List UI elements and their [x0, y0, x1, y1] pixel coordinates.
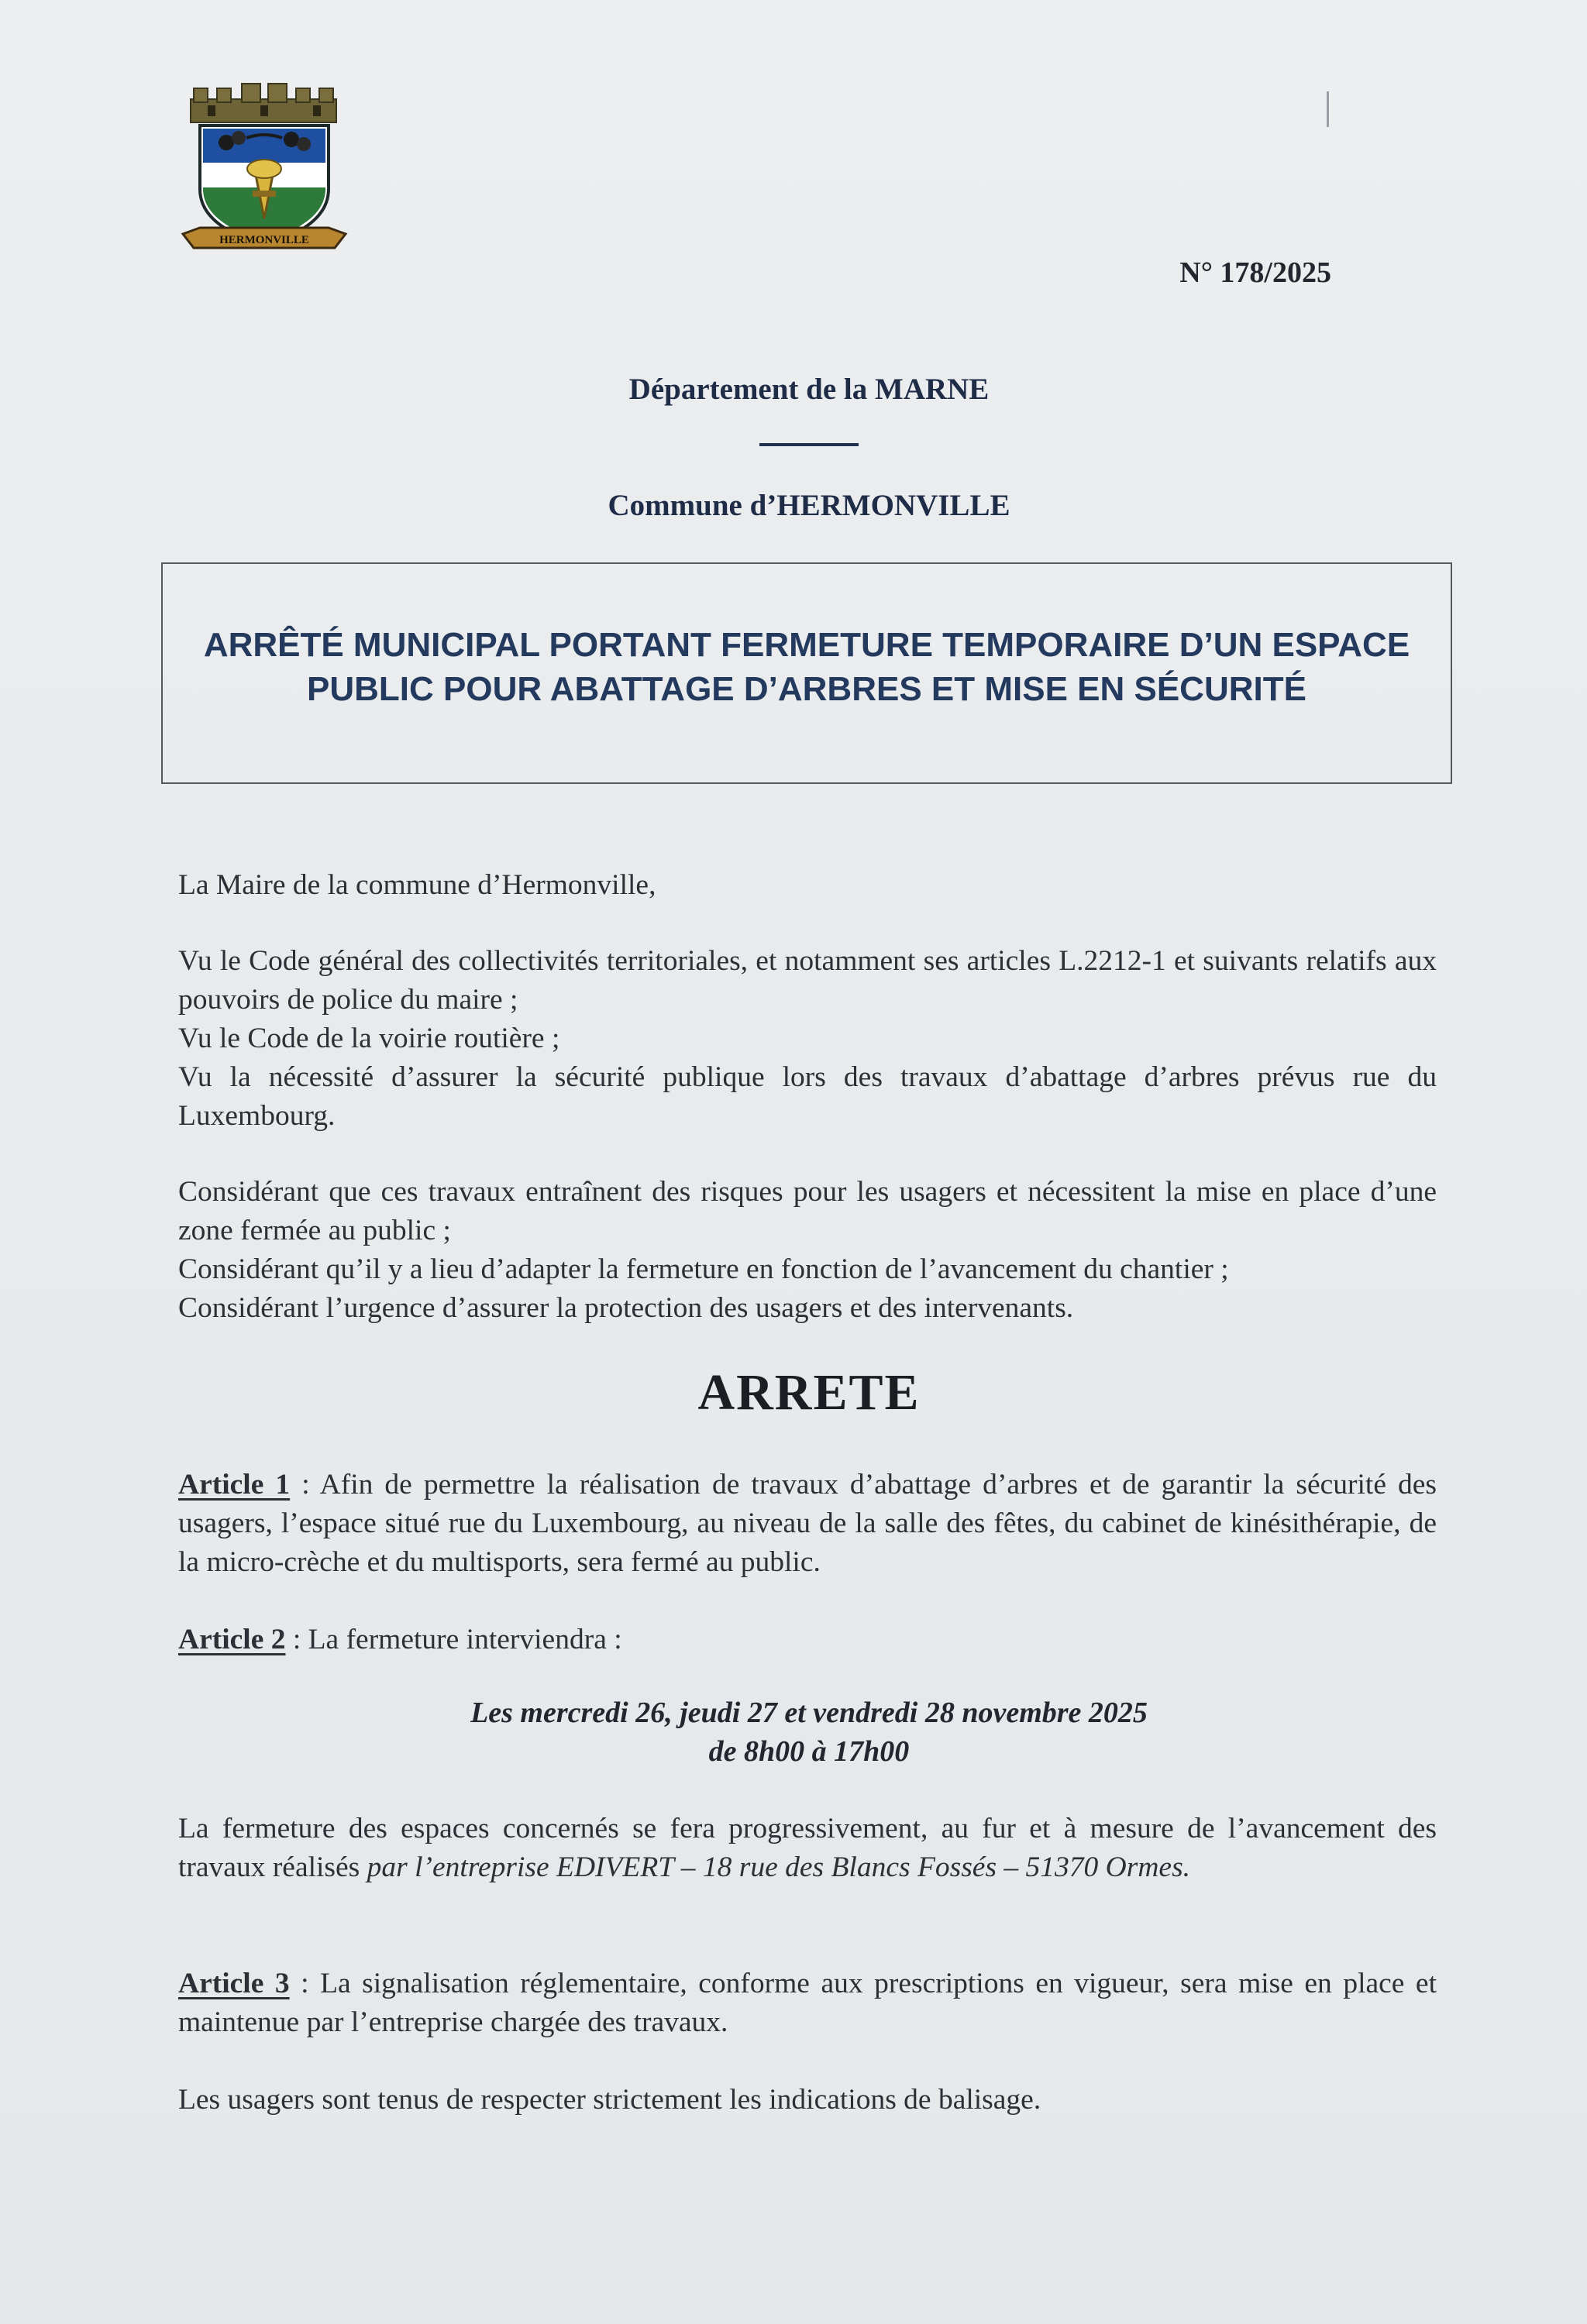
hermonville-crest-icon: [177, 82, 352, 254]
article-3: [178, 1965, 1437, 2042]
preamble-vu-2: Vu le Code de la voirie routière ;: [178, 1023, 560, 1054]
document-title: ARRÊTÉ MUNICIPAL PORTANT FERMETURE TEMPORAIRE D’UN ESPACE PUBLIC POUR ABATTAGE D’ARBRES ET MISE EN SÉCURITÉ: [203, 626, 1410, 708]
preamble-intro: La Maire de la commune d’Hermonville,: [178, 869, 656, 901]
article-1-label: Article 1: [178, 1469, 291, 1501]
article-2-label: Article 2: [178, 1624, 286, 1655]
preamble-vu-3: Vu la nécessité d’assurer la sécurité publique lors des travaux d’abattage d’arbres prévus rue du Luxembourg.: [178, 1061, 1437, 1132]
article-1: [178, 1466, 1437, 1582]
arrete-number: N° 178/2025: [1179, 256, 1331, 289]
company-text: par l’entreprise EDIVERT – 18 rue des Blancs Fossés – 51370 Ormes.: [367, 1851, 1191, 1883]
article-2: [178, 1621, 1437, 1659]
svg-text:HERMONVILLE: HERMONVILLE: [219, 234, 309, 246]
progress-text: La fermeture des espaces concernés se fera progressivement, au fur et à mesure de l’avancement des travaux réalisés: [178, 1813, 1437, 1883]
article-3-note: Les usagers sont tenus de respecter strictement les indications de balisage.: [178, 2084, 1041, 2116]
article-2-progress: [178, 1810, 1437, 1887]
article-3-label: Article 3: [178, 1968, 290, 1999]
title-box: [161, 562, 1452, 784]
commune-heading: Commune d’HERMONVILLE: [608, 489, 1010, 522]
closure-days: Les mercredi 26, jeudi 27 et vendredi 28 novembre 2025: [470, 1697, 1148, 1729]
article-1-text: : Afin de permettre la réalisation de travaux d’abattage d’arbres et de garantir la sécurité des usagers, l’espace situé rue du Luxembourg, au niveau de la salle des fêtes, du cabinet de kinésithérapie, de la micro-crèche et du multisports, sera fermé au public.: [178, 1469, 1437, 1578]
preamble-vu-1: Vu le Code général des collectivités territoriales, et notamment ses articles L.2212-1 et suivants relatifs aux pouvoirs de police du maire ;: [178, 945, 1437, 1016]
heading-divider: [759, 443, 859, 446]
pencil-mark: [1327, 91, 1329, 127]
considerant-3: Considérant l’urgence d’assurer la protection des usagers et des intervenants.: [178, 1292, 1074, 1324]
article-2-text: : La fermeture interviendra :: [292, 1624, 622, 1655]
article-3-text: : La signalisation réglementaire, conforme aux prescriptions en vigueur, sera mise en place et maintenue par l’entreprise chargée des travaux.: [178, 1968, 1437, 2038]
considerant-2: Considérant qu’il y a lieu d’adapter la fermeture en fonction de l’avancement du chantier ;: [178, 1253, 1229, 1285]
considerant-1: Considérant que ces travaux entraînent des risques pour les usagers et nécessitent la mise en place d’une zone fermée au public ;: [178, 1176, 1437, 1246]
department-heading: Département de la MARNE: [628, 373, 990, 406]
closure-dates: [0, 1693, 1587, 1771]
decision-heading: ARRETE: [697, 1364, 921, 1421]
closure-hours: de 8h00 à 17h00: [708, 1735, 910, 1768]
